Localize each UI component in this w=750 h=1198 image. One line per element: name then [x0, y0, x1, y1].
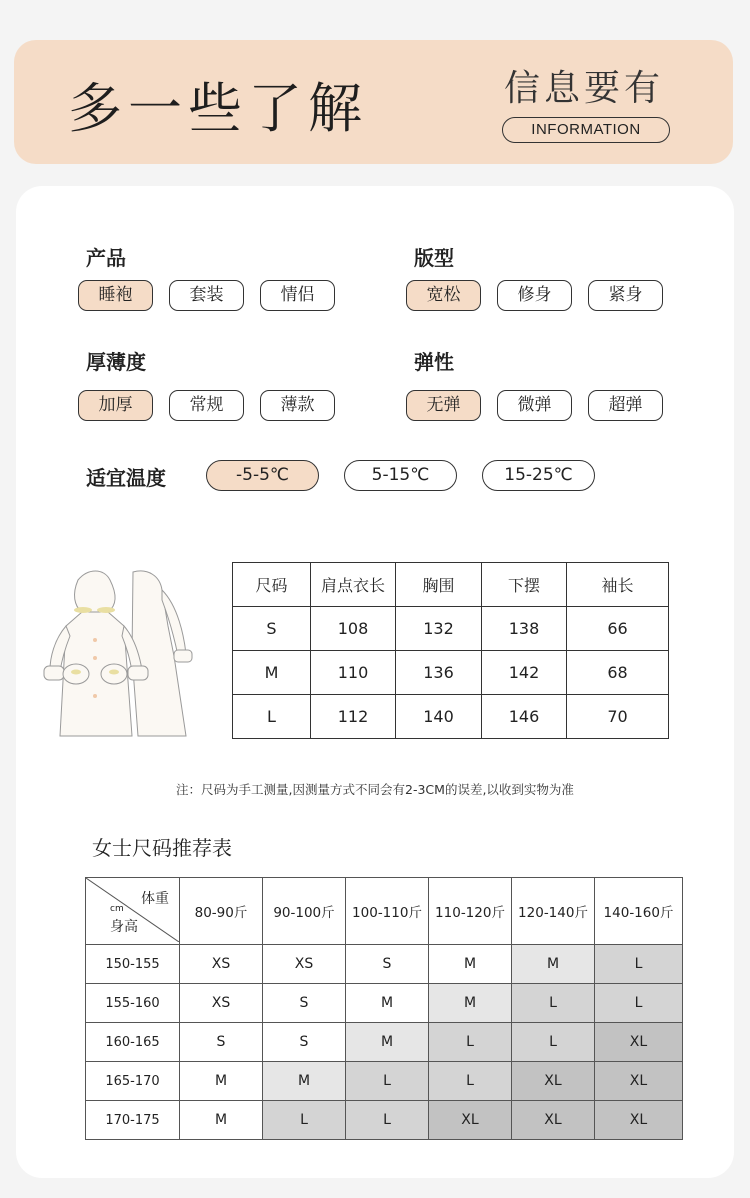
size-recommend-table: [85, 877, 683, 1140]
table-row: [233, 695, 669, 739]
sleeve-cell: 68: [567, 651, 669, 695]
elasticity-option-none[interactable]: 无弹: [406, 390, 481, 421]
size-cell: XL: [512, 1062, 595, 1101]
size-cell: M: [233, 651, 311, 695]
size-cell: M: [429, 945, 512, 984]
table-row: [86, 1062, 683, 1101]
temperature-option-warm[interactable]: 15-25℃: [482, 460, 595, 491]
chest-cell: 136: [396, 651, 482, 695]
height-range-cell: 150-155: [86, 945, 180, 984]
hem-cell: 138: [482, 607, 567, 651]
size-cell: M: [180, 1101, 263, 1140]
weight-label: 体重: [141, 891, 169, 907]
group-label: 版型: [414, 246, 454, 270]
size-cell: S: [346, 945, 429, 984]
measurement-note: 注：尺码为手工测量,因测量方式不同会有2-3CM的误差,以收到实物为准: [176, 782, 574, 797]
thickness-option-thin[interactable]: 薄款: [260, 390, 335, 421]
temperature-label: 适宜温度: [86, 466, 166, 490]
height-range-cell: 170-175: [86, 1101, 180, 1140]
header-cell: 胸围: [396, 563, 482, 607]
recommend-header-row: [86, 878, 683, 945]
product-option-nightgown[interactable]: 睡袍: [78, 280, 153, 311]
header-cell: 尺码: [233, 563, 311, 607]
size-table: [232, 562, 669, 739]
size-cell: L: [346, 1062, 429, 1101]
sleeve-cell: 66: [567, 607, 669, 651]
table-row: [86, 1101, 683, 1140]
fit-option-loose[interactable]: 宽松: [406, 280, 481, 311]
garment-illustration: [38, 566, 208, 738]
size-cell: M: [346, 984, 429, 1023]
weight-header: 120-140斤: [512, 878, 595, 945]
size-cell: XL: [595, 1101, 683, 1140]
height-range-cell: 165-170: [86, 1062, 180, 1101]
product-group: [86, 242, 315, 305]
thickness-option-thick[interactable]: 加厚: [78, 390, 153, 421]
hem-cell: 146: [482, 695, 567, 739]
size-cell: L: [346, 1101, 429, 1140]
recommend-title: 女士尺码推荐表: [92, 836, 232, 860]
product-option-set[interactable]: 套装: [169, 280, 244, 311]
fit-option-slim[interactable]: 修身: [497, 280, 572, 311]
sleeve-cell: 70: [567, 695, 669, 739]
length-cell: 108: [311, 607, 396, 651]
size-cell: L: [512, 1023, 595, 1062]
length-cell: 110: [311, 651, 396, 695]
size-cell: M: [180, 1062, 263, 1101]
size-cell: L: [595, 984, 683, 1023]
table-row: [233, 651, 669, 695]
size-cell: S: [263, 984, 346, 1023]
table-row: [86, 1023, 683, 1062]
size-cell: S: [180, 1023, 263, 1062]
banner-title: 多一些了解: [68, 77, 368, 140]
chest-cell: 140: [396, 695, 482, 739]
size-cell: XS: [180, 945, 263, 984]
size-cell: L: [429, 1062, 512, 1101]
size-cell: L: [512, 984, 595, 1023]
size-cell: XL: [595, 1062, 683, 1101]
size-cell: M: [346, 1023, 429, 1062]
size-cell: XL: [595, 1023, 683, 1062]
information-pill: INFORMATION: [502, 117, 670, 143]
weight-header: 80-90斤: [180, 878, 263, 945]
size-cell: L: [429, 1023, 512, 1062]
size-cell: XS: [180, 984, 263, 1023]
size-cell: M: [512, 945, 595, 984]
unit-label: cm: [110, 904, 124, 914]
weight-header: 110-120斤: [429, 878, 512, 945]
thickness-option-regular[interactable]: 常规: [169, 390, 244, 421]
size-cell: S: [233, 607, 311, 651]
group-label: 产品: [86, 246, 126, 270]
height-range-cell: 155-160: [86, 984, 180, 1023]
table-row: [233, 607, 669, 651]
group-label: 厚薄度: [86, 350, 146, 374]
elasticity-group: [414, 346, 643, 415]
banner-subtitle: 信息要有: [504, 68, 665, 109]
chest-cell: 132: [396, 607, 482, 651]
fit-group: [414, 242, 643, 305]
thickness-group: [86, 346, 315, 415]
weight-header: 100-110斤: [346, 878, 429, 945]
header-cell: 下摆: [482, 563, 567, 607]
corner-cell: [86, 878, 180, 945]
header-cell: 肩点衣长: [311, 563, 396, 607]
height-label: 身高: [110, 919, 138, 935]
info-card: [16, 186, 734, 1178]
size-cell: L: [263, 1101, 346, 1140]
size-cell: XS: [263, 945, 346, 984]
size-cell: XL: [429, 1101, 512, 1140]
size-cell: L: [595, 945, 683, 984]
size-cell: S: [263, 1023, 346, 1062]
height-range-cell: 160-165: [86, 1023, 180, 1062]
weight-header: 90-100斤: [263, 878, 346, 945]
fit-option-tight[interactable]: 紧身: [588, 280, 663, 311]
size-cell: M: [429, 984, 512, 1023]
temperature-option-mild[interactable]: 5-15℃: [344, 460, 457, 491]
weight-header: 140-160斤: [595, 878, 683, 945]
table-row: [86, 984, 683, 1023]
elasticity-option-slight[interactable]: 微弹: [497, 390, 572, 421]
group-label: 弹性: [414, 350, 454, 374]
product-option-couple[interactable]: 情侣: [260, 280, 335, 311]
length-cell: 112: [311, 695, 396, 739]
header-banner: [14, 40, 733, 164]
hem-cell: 142: [482, 651, 567, 695]
table-row: [86, 945, 683, 984]
temperature-option-cold[interactable]: -5-5℃: [206, 460, 319, 491]
size-cell: XL: [512, 1101, 595, 1140]
size-cell: M: [263, 1062, 346, 1101]
size-cell: L: [233, 695, 311, 739]
size-table-header: [233, 563, 669, 607]
elasticity-option-high[interactable]: 超弹: [588, 390, 663, 421]
header-cell: 袖长: [567, 563, 669, 607]
